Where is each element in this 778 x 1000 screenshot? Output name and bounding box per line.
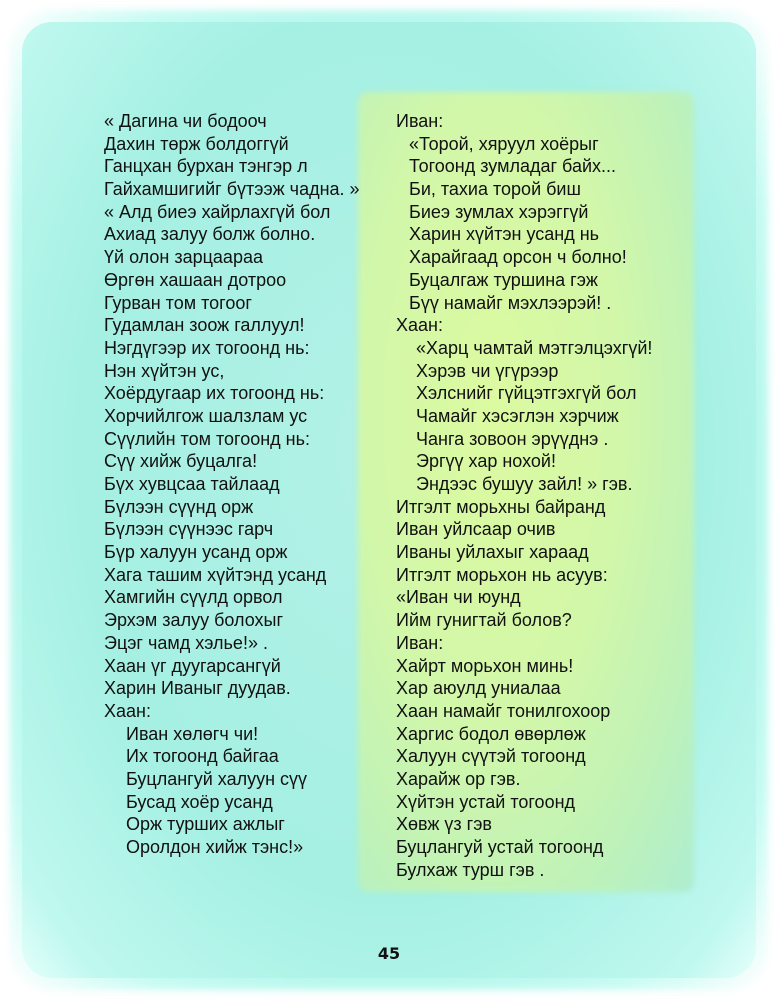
left-poem-line: Нэн хүйтэн ус, xyxy=(104,360,225,381)
right-poem-line: Чамайг хэсэглэн хэрчиж xyxy=(416,405,619,426)
right-poem-line: Харин хүйтэн усанд нь xyxy=(409,224,600,245)
left-poem-line: Хага ташим хүйтэнд усанд xyxy=(104,564,327,585)
right-poem-line: Иван уйлсаар очив xyxy=(396,519,556,540)
left-poem-line: Бусад хоёр усанд xyxy=(126,791,273,812)
right-poem-line: Хайрт морьхон минь! xyxy=(396,655,574,676)
left-poem-line: Орж турших ажлыг xyxy=(126,814,285,835)
left-poem-line: Үй олон зарцаараа xyxy=(104,247,263,268)
right-poem-line: Хаан: xyxy=(396,315,443,336)
right-poem-line: Хар аюулд униалаа xyxy=(396,678,561,699)
right-poem-line: Халуун сүүтэй тогоонд xyxy=(396,746,586,767)
right-poem-column xyxy=(396,110,652,881)
left-poem-line: Гудамлан зоож галлуул! xyxy=(104,315,305,336)
right-poem-line: Биеэ зумлах хэрэггүй xyxy=(409,201,589,222)
right-poem-line: Харайгаад орсон ч болно! xyxy=(409,247,627,268)
left-poem-line: Харин Иваныг дуудав. xyxy=(104,678,291,699)
right-poem-line: «Иван чи юунд xyxy=(396,587,521,608)
right-poem-line: Ийм гунигтай болов? xyxy=(396,610,572,631)
right-poem-line: Хэлснийг гүйцэтгэхгүй бол xyxy=(416,383,637,404)
right-poem-line: «Торой, хяруул хоёрыг xyxy=(409,133,599,154)
left-poem-line: Бүлээн сүүнээс гарч xyxy=(104,519,274,540)
left-poem-line: Оролдон хийж тэнс!» xyxy=(126,837,304,857)
left-poem-line: Бүлээн сүүнд орж xyxy=(104,496,254,517)
left-poem-line: Бүх хувцсаа тайлаад xyxy=(104,474,280,494)
left-poem-line: Иван хөлөгч чи! xyxy=(126,723,259,744)
left-poem-line: Хаан: xyxy=(104,700,151,721)
left-poem-line: Гурван том тогоог xyxy=(104,292,252,313)
right-poem-line: Хаан намайг тонилгохоор xyxy=(396,700,611,721)
left-poem-line: Хамгийн сүүлд орвол xyxy=(104,587,283,608)
left-poem-line: Их тогоонд байгаа xyxy=(126,746,279,767)
right-poem-line: Буцлангуй устай тогоонд xyxy=(396,837,604,857)
right-poem-line: «Харц чамтай мэтгэлцэхгүй! xyxy=(416,337,653,358)
left-poem-line: « Дагина чи бодооч xyxy=(104,111,267,131)
left-poem-line: Нэгдүгээр их тогоонд нь: xyxy=(104,337,310,358)
left-poem-line: Хаан үг дуугарсангүй xyxy=(104,655,281,676)
right-poem-line: Булхаж турш гэв . xyxy=(396,859,545,880)
right-poem-line: Эргүү хар нохой! xyxy=(416,451,556,472)
left-poem-line: Ахиад залуу болж болно. xyxy=(104,224,316,245)
right-poem-line: Харгис бодол өвөрлөж xyxy=(396,723,586,744)
right-poem-line: Хэрэв чи үгүрээр xyxy=(416,360,559,381)
left-poem-line: Ганцхан бурхан тэнгэр л xyxy=(104,156,308,177)
left-poem-line: Дахин төрж болдоггүй xyxy=(104,133,289,154)
right-poem-line: Иван: xyxy=(396,111,444,131)
right-poem-line: Итгэлт морьхны байранд xyxy=(396,496,606,517)
right-poem-line: Хүйтэн устай тогоонд xyxy=(396,791,576,812)
page-number: 45 xyxy=(377,944,401,963)
right-poem-line: Бүү намайг мэхлээрэй! . xyxy=(409,292,612,313)
left-poem-line: Гайхамшигийг бүтээж чадна. » xyxy=(104,179,360,200)
right-poem-line: Иваны уйлахыг хараад xyxy=(396,542,589,563)
left-poem-line: Эрхэм залуу болохыг xyxy=(104,610,284,631)
left-poem-line: Эцэг чамд хэлье!» . xyxy=(104,632,268,653)
left-poem-line: « Алд биеэ хайрлахгүй бол xyxy=(104,201,331,222)
right-poem-line: Харайж ор гэв. xyxy=(396,768,521,789)
right-poem-line: Хөвж үз гэв xyxy=(396,814,492,835)
right-poem-line: Чанга зовоон эрүүднэ . xyxy=(416,428,609,449)
left-poem-line: Бүр халуун усанд орж xyxy=(104,542,288,563)
left-poem-line: Сүүлийн том тогоонд нь: xyxy=(104,428,310,449)
left-poem-line: Хорчийлгож шалзлам ус xyxy=(104,405,308,426)
left-poem-column xyxy=(104,110,360,859)
left-poem-line: Өргөн хашаан дотроо xyxy=(104,269,287,290)
right-poem-line: Буцалгаж туршина гэж xyxy=(409,269,598,290)
left-poem-line: Хоёрдугаар их тогоонд нь: xyxy=(104,383,325,404)
right-poem-line: Эндээс бушуу зайл! » гэв. xyxy=(416,474,633,494)
right-poem-line: Тогоонд зумладаг байх... xyxy=(409,156,617,177)
right-poem-line: Иван: xyxy=(396,632,444,653)
left-poem-line: Сүү хийж буцалга! xyxy=(104,451,258,472)
right-poem-line: Би, тахиа торой биш xyxy=(409,179,581,200)
left-poem-line: Буцлангуй халуун сүү xyxy=(126,768,308,789)
right-poem-line: Итгэлт морьхон нь асуув: xyxy=(396,564,608,585)
